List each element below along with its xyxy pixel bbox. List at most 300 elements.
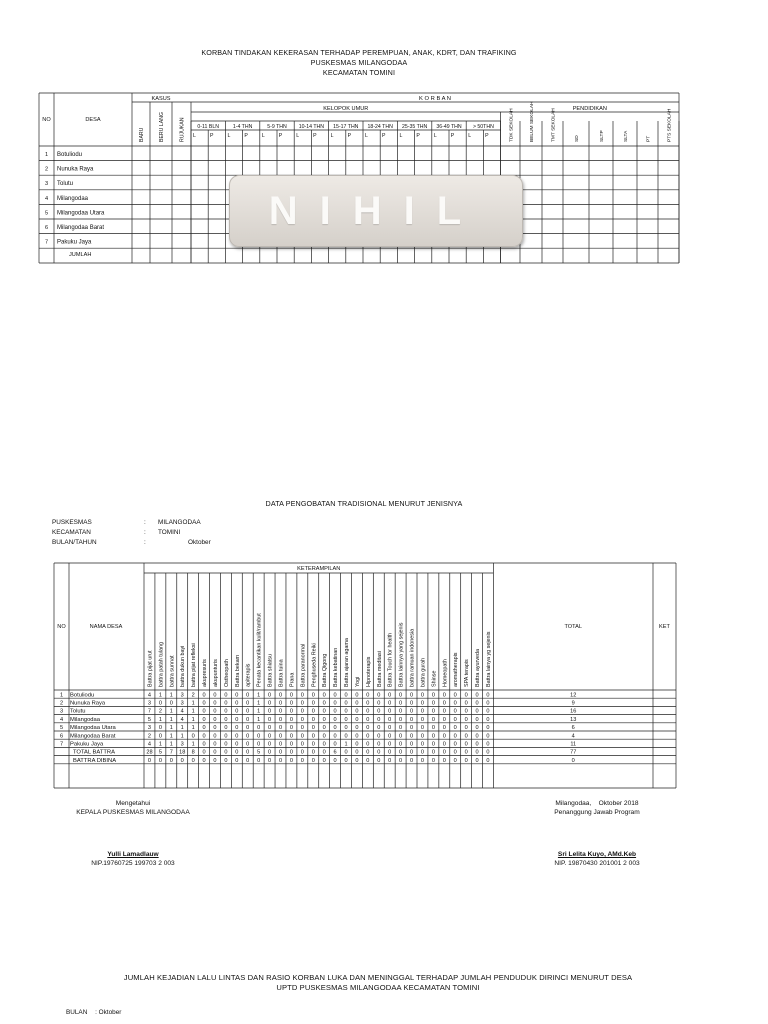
row-value: 0 bbox=[388, 716, 392, 723]
row-value: 0 bbox=[300, 725, 304, 732]
row-value: 0 bbox=[278, 708, 283, 715]
row-value: 0 bbox=[475, 725, 479, 732]
row-value: 0 bbox=[268, 725, 272, 732]
header-skill: Ostheopath bbox=[223, 659, 230, 687]
row-value: 0 bbox=[289, 733, 293, 740]
row-value: 0 bbox=[431, 741, 435, 748]
row-value: 1 bbox=[257, 700, 261, 707]
row-total: 9 bbox=[571, 700, 575, 707]
header-total: TOTAL bbox=[564, 624, 582, 630]
header-edu-col: TMT SEKOLAH bbox=[551, 108, 557, 142]
row-value: 0 bbox=[409, 749, 414, 756]
row-value: 0 bbox=[213, 757, 217, 764]
row-value: 0 bbox=[399, 716, 403, 723]
row-value: 0 bbox=[322, 692, 326, 699]
info-value: TOMINI bbox=[158, 529, 181, 536]
row-value: 0 bbox=[213, 741, 217, 748]
row-value: 0 bbox=[333, 741, 337, 748]
row-value: 0 bbox=[420, 716, 425, 723]
violence-title-line: KORBAN TINDAKAN KEKERASAN TERHADAP PEREMPUAN, ANAK, KDRT, DAN TRAFIKING bbox=[201, 48, 517, 57]
row-value: 0 bbox=[213, 725, 217, 732]
row-value: 0 bbox=[420, 757, 425, 764]
row-no: 7 bbox=[59, 741, 64, 748]
row-value: 0 bbox=[409, 716, 414, 723]
row-value: 0 bbox=[377, 725, 381, 732]
header-edu-col: TDK SEKOLAH bbox=[509, 108, 515, 142]
row-value: 0 bbox=[475, 716, 479, 723]
row-value: 0 bbox=[355, 692, 359, 699]
row-value: 0 bbox=[169, 757, 173, 764]
row-value: 0 bbox=[235, 749, 239, 756]
row-value: 0 bbox=[409, 757, 414, 764]
sig-right-name: Sri Lelita Kuyo, AMd.Keb bbox=[557, 851, 637, 858]
row-value: 4 bbox=[180, 716, 184, 723]
row-value: 0 bbox=[409, 700, 414, 707]
info-label: PUSKESMAS bbox=[52, 519, 92, 526]
row-value: 0 bbox=[289, 716, 293, 723]
row-value: 0 bbox=[289, 749, 293, 756]
row-value: 0 bbox=[464, 749, 468, 756]
row-value: 0 bbox=[268, 708, 272, 715]
row-value: 0 bbox=[311, 733, 315, 740]
row-value: 0 bbox=[311, 716, 315, 723]
row-value: 1 bbox=[158, 716, 162, 723]
row-value: 0 bbox=[453, 741, 457, 748]
info-label: KECAMATAN bbox=[52, 529, 91, 536]
row-value: 0 bbox=[377, 741, 381, 748]
row-value: 0 bbox=[355, 757, 359, 764]
row-value: 0 bbox=[289, 700, 293, 707]
row-value: 0 bbox=[191, 733, 195, 740]
header-skill: Battra pijat urut bbox=[147, 650, 154, 687]
row-value: 0 bbox=[300, 700, 304, 707]
row-value: 2 bbox=[158, 708, 162, 715]
row-value: 0 bbox=[213, 708, 217, 715]
row-value: 0 bbox=[300, 741, 304, 748]
row-value: 0 bbox=[344, 725, 348, 732]
row-value: 1 bbox=[158, 692, 162, 699]
row-value: 0 bbox=[453, 749, 457, 756]
row-value: 1 bbox=[169, 733, 173, 740]
row-value: 0 bbox=[486, 692, 490, 699]
header-sex: L bbox=[261, 133, 265, 139]
row-value: 0 bbox=[388, 741, 392, 748]
row-value: 0 bbox=[442, 725, 446, 732]
header-skill: SPA terapis bbox=[464, 659, 471, 687]
row-name: Botuliodu bbox=[70, 692, 95, 699]
header-sex: P bbox=[416, 133, 420, 139]
row-value: 0 bbox=[158, 757, 162, 764]
row-value: 0 bbox=[464, 692, 468, 699]
row-value: 0 bbox=[355, 733, 359, 740]
row-name: Pakuku Jaya bbox=[70, 741, 104, 748]
sig-right-dateline bbox=[522, 799, 672, 808]
header-skill: Battra Qigong bbox=[322, 653, 329, 687]
header-sex: L bbox=[433, 133, 437, 139]
header-skill: Battra tuina bbox=[278, 659, 285, 687]
header-skill: apiterapis bbox=[245, 663, 252, 687]
header-age-group: KELOPOK UMUR bbox=[323, 106, 369, 112]
row-value: 0 bbox=[202, 741, 206, 748]
row-value: 18 bbox=[179, 749, 186, 756]
row-value: 0 bbox=[224, 733, 228, 740]
row-value: 0 bbox=[289, 757, 293, 764]
row-value: 0 bbox=[268, 741, 272, 748]
row-desa: Tolutu bbox=[57, 181, 74, 188]
header-sex: P bbox=[244, 133, 248, 139]
header-keterampilan: KETERAMPILAN bbox=[297, 566, 341, 572]
row-value: 0 bbox=[409, 725, 414, 732]
header-skill: battra ramuan indonesia bbox=[409, 628, 416, 687]
header-sex: P bbox=[485, 133, 489, 139]
row-value: 0 bbox=[355, 716, 359, 723]
row-no: 4 bbox=[59, 716, 64, 723]
header-desa: DESA bbox=[85, 117, 101, 123]
header-sex: L bbox=[296, 133, 300, 139]
row-name: Milangodaa bbox=[70, 716, 100, 723]
header-skill: Battra ayurveda bbox=[475, 648, 482, 687]
header-skill: Penghuseda Reiki bbox=[311, 643, 318, 687]
traffic-title bbox=[0, 973, 756, 993]
row-value: 0 bbox=[442, 716, 446, 723]
row-value: 0 bbox=[213, 700, 217, 707]
row-value: 0 bbox=[431, 716, 435, 723]
sig-left-name: Yulli Lamadlauw bbox=[107, 851, 159, 858]
sig-left-nip: NIP.19760725 199703 2 003 bbox=[91, 860, 175, 867]
header-sex: L bbox=[193, 133, 196, 139]
row-value: 0 bbox=[235, 725, 239, 732]
header-skill: Battra shiatsu bbox=[267, 654, 274, 687]
header-age-col: 10-14 THN bbox=[298, 124, 325, 130]
row-value: 0 bbox=[442, 700, 446, 707]
row-value: 0 bbox=[486, 741, 490, 748]
row-value: 0 bbox=[464, 725, 468, 732]
row-value: 0 bbox=[344, 716, 348, 723]
header-skill: Battra Touch for health bbox=[387, 632, 394, 687]
row-value: 0 bbox=[257, 741, 261, 748]
row-value: 0 bbox=[453, 733, 457, 740]
row-value: 1 bbox=[158, 741, 162, 748]
row-value: 0 bbox=[366, 700, 370, 707]
header-age-col: 5-9 THN bbox=[267, 124, 287, 130]
info-sep: : bbox=[144, 529, 146, 536]
row-value: 0 bbox=[355, 741, 359, 748]
row-value: 0 bbox=[289, 741, 293, 748]
row-no: 6 bbox=[59, 733, 64, 740]
row-value: 0 bbox=[202, 700, 206, 707]
header-age-col: 18-24 THN bbox=[367, 124, 393, 130]
header-age-col: 1-4 THN bbox=[232, 124, 253, 130]
signature-right bbox=[522, 799, 672, 868]
row-value: 0 bbox=[420, 725, 425, 732]
row-value: 0 bbox=[344, 708, 348, 715]
header-case-col: RUJUKAN bbox=[179, 117, 186, 142]
row-value: 0 bbox=[420, 733, 425, 740]
row-value: 0 bbox=[224, 757, 228, 764]
header-skill: Hipnoterapis bbox=[365, 656, 372, 687]
row-value: 3 bbox=[147, 700, 152, 707]
row-value: 0 bbox=[409, 692, 414, 699]
row-no: 2 bbox=[44, 166, 49, 173]
row-value: 0 bbox=[453, 757, 457, 764]
row-value: 2 bbox=[191, 692, 195, 699]
row-value: 0 bbox=[399, 692, 403, 699]
traditional-title: DATA PENGOBATAN TRADISIONAL MENURUT JENISNYA bbox=[265, 499, 463, 508]
header-age-col: > 50THN bbox=[472, 124, 494, 130]
row-value: 0 bbox=[399, 708, 403, 715]
row-value: 0 bbox=[420, 749, 425, 756]
row-value: 1 bbox=[169, 692, 173, 699]
row-value: 0 bbox=[147, 757, 152, 764]
row-value: 1 bbox=[191, 708, 195, 715]
row-value: 0 bbox=[431, 757, 435, 764]
row-value: 0 bbox=[235, 757, 239, 764]
row-value: 1 bbox=[180, 733, 184, 740]
header-sex: P bbox=[347, 133, 352, 139]
traffic-month bbox=[66, 1008, 121, 1017]
row-value: 0 bbox=[475, 700, 479, 707]
header-case-col: BERU LANG bbox=[159, 112, 165, 142]
row-value: 0 bbox=[486, 733, 490, 740]
traffic-title-line: JUMLAH KEJADIAN LALU LINTAS DAN RASIO KORBAN LUKA DAN MENINGGAL TERHADAP JUMLAH PENDUDUK DIRINCI MENURUT DESA bbox=[123, 973, 633, 982]
row-no: 5 bbox=[44, 210, 49, 217]
row-value: 0 bbox=[158, 700, 162, 707]
row-no: 3 bbox=[59, 708, 64, 715]
row-value: 0 bbox=[399, 700, 403, 707]
row-value: 0 bbox=[311, 757, 315, 764]
row-value: 0 bbox=[213, 733, 217, 740]
row-value: 1 bbox=[191, 725, 195, 732]
sig-left-line2: KEPALA PUSKESMAS MILANGODAA bbox=[76, 809, 190, 816]
row-value: 0 bbox=[431, 725, 435, 732]
header-sex: L bbox=[330, 133, 334, 139]
header-skill: Homeopath bbox=[442, 659, 449, 687]
row-value: 0 bbox=[268, 700, 272, 707]
row-value: 0 bbox=[409, 733, 414, 740]
row-value: 0 bbox=[431, 692, 435, 699]
row-value: 0 bbox=[191, 757, 195, 764]
row-value: 0 bbox=[235, 700, 239, 707]
row-value: 0 bbox=[311, 741, 315, 748]
row-value: 0 bbox=[278, 749, 283, 756]
row-value: 0 bbox=[366, 716, 370, 723]
row-value: 0 bbox=[475, 741, 479, 748]
sig-right-place: Milangodaa, bbox=[555, 800, 592, 807]
row-value: 0 bbox=[246, 708, 250, 715]
row-value: 0 bbox=[377, 692, 381, 699]
row-total: 12 bbox=[570, 692, 577, 699]
row-value: 1 bbox=[257, 692, 261, 699]
row-value: 0 bbox=[202, 716, 206, 723]
header-age-col: 36-49 THN bbox=[436, 124, 462, 130]
row-value: 1 bbox=[191, 741, 195, 748]
row-value: 0 bbox=[420, 708, 425, 715]
row-value: 0 bbox=[388, 708, 392, 715]
row-value: 0 bbox=[278, 741, 283, 748]
header-edu-col: SLTA bbox=[624, 130, 629, 142]
row-value: 0 bbox=[202, 725, 206, 732]
row-value: 0 bbox=[486, 700, 490, 707]
row-value: 0 bbox=[300, 692, 304, 699]
row-value: 0 bbox=[377, 733, 381, 740]
row-value: 0 bbox=[224, 692, 228, 699]
header-skill: Battra ajaran agama bbox=[344, 638, 351, 687]
row-value: 0 bbox=[431, 749, 435, 756]
header-sex: L bbox=[468, 133, 472, 139]
row-value: 0 bbox=[322, 741, 326, 748]
row-value: 0 bbox=[322, 716, 326, 723]
row-value: 0 bbox=[453, 700, 457, 707]
row-value: 0 bbox=[300, 757, 304, 764]
row-value: 0 bbox=[202, 708, 206, 715]
row-value: 0 bbox=[453, 708, 457, 715]
row-value: 3 bbox=[180, 741, 184, 748]
row-value: 0 bbox=[289, 708, 293, 715]
row-value: 0 bbox=[180, 757, 184, 764]
row-no: 5 bbox=[59, 725, 64, 732]
row-value: 0 bbox=[442, 749, 446, 756]
row-value: 0 bbox=[311, 749, 315, 756]
row-value: 0 bbox=[257, 725, 261, 732]
row-value: 0 bbox=[388, 749, 392, 756]
info-sep: : bbox=[144, 539, 146, 546]
row-name: Nunuka Raya bbox=[70, 700, 106, 707]
row-value: 0 bbox=[453, 692, 457, 699]
header-skill: akupunturis bbox=[212, 659, 219, 687]
row-no: 3 bbox=[44, 181, 49, 188]
sig-left-line1: Mengetahui bbox=[115, 800, 151, 807]
row-value: 0 bbox=[486, 757, 490, 764]
row-name: BATTRA DIBINA bbox=[73, 757, 117, 764]
traffic-month-label: BULAN bbox=[66, 1009, 88, 1016]
sig-right-nip: NIP. 19870430 201001 2 003 bbox=[554, 860, 640, 867]
row-value: 0 bbox=[213, 692, 217, 699]
traffic-title-line: UPTD PUSKESMAS MILANGODAA KECAMATAN TOMINI bbox=[276, 983, 480, 992]
row-value: 0 bbox=[366, 733, 370, 740]
row-value: 0 bbox=[475, 733, 479, 740]
row-no: 1 bbox=[59, 692, 64, 699]
row-value: 1 bbox=[344, 741, 348, 748]
row-value: 0 bbox=[486, 716, 490, 723]
row-value: 0 bbox=[246, 757, 250, 764]
row-value: 0 bbox=[300, 716, 304, 723]
row-value: 0 bbox=[235, 692, 239, 699]
row-desa: Pakuku Jaya bbox=[57, 239, 92, 246]
row-value: 0 bbox=[322, 700, 326, 707]
row-no: 6 bbox=[44, 225, 49, 231]
row-value: 0 bbox=[442, 733, 446, 740]
violence-title-line: PUSKESMAS MILANGODAA bbox=[310, 58, 408, 67]
row-value: 0 bbox=[202, 749, 206, 756]
row-value: 0 bbox=[366, 725, 370, 732]
row-value: 0 bbox=[289, 692, 293, 699]
row-value: 0 bbox=[377, 700, 381, 707]
row-value: 0 bbox=[486, 725, 490, 732]
row-value: 5 bbox=[158, 749, 162, 756]
row-value: 0 bbox=[420, 692, 425, 699]
row-value: 0 bbox=[366, 692, 370, 699]
row-value: 0 bbox=[388, 733, 392, 740]
header-skill: battra gurah bbox=[420, 657, 427, 687]
row-value: 1 bbox=[191, 700, 195, 707]
header-skill: battra pijat refleksi bbox=[191, 643, 198, 687]
row-value: 0 bbox=[344, 749, 348, 756]
header-skill: battra sunnat bbox=[169, 655, 176, 687]
header-skill: Yogi bbox=[354, 676, 361, 687]
row-value: 0 bbox=[213, 716, 217, 723]
row-value: 0 bbox=[399, 741, 403, 748]
header-edu-col: SLTP bbox=[600, 130, 605, 142]
row-value: 0 bbox=[322, 725, 326, 732]
row-no: 1 bbox=[44, 152, 49, 158]
row-value: 0 bbox=[399, 725, 403, 732]
header-sex: L bbox=[399, 133, 403, 139]
row-value: 1 bbox=[257, 716, 261, 723]
row-value: 1 bbox=[169, 708, 173, 715]
row-value: 0 bbox=[333, 725, 337, 732]
row-value: 1 bbox=[169, 716, 173, 723]
row-value: 0 bbox=[344, 757, 348, 764]
row-value: 0 bbox=[278, 716, 283, 723]
row-value: 0 bbox=[464, 733, 468, 740]
row-name: Milangodaa Utara bbox=[70, 725, 116, 732]
row-value: 0 bbox=[464, 708, 468, 715]
row-value: 0 bbox=[344, 700, 348, 707]
row-value: 0 bbox=[278, 692, 283, 699]
row-value: 0 bbox=[475, 757, 479, 764]
row-value: 0 bbox=[333, 708, 337, 715]
row-value: 0 bbox=[377, 708, 381, 715]
info-value: Oktober bbox=[188, 539, 211, 546]
header-sex: L bbox=[227, 133, 231, 139]
row-value: 3 bbox=[180, 692, 184, 699]
header-sex: P bbox=[313, 133, 317, 139]
row-desa: Milangodaa Barat bbox=[57, 225, 105, 231]
row-value: 0 bbox=[388, 700, 392, 707]
row-value: 0 bbox=[366, 741, 370, 748]
row-value: 0 bbox=[464, 716, 468, 723]
row-value: 0 bbox=[355, 725, 359, 732]
row-value: 0 bbox=[311, 692, 315, 699]
row-value: 1 bbox=[257, 708, 261, 715]
row-total: 0 bbox=[571, 757, 575, 764]
row-total: 6 bbox=[571, 725, 575, 732]
row-desa: Nunuka Raya bbox=[57, 166, 94, 173]
row-value: 0 bbox=[224, 741, 228, 748]
row-value: 1 bbox=[191, 716, 195, 723]
header-kasus: KASUS bbox=[151, 96, 171, 102]
row-value: 0 bbox=[388, 692, 392, 699]
row-value: 0 bbox=[202, 692, 206, 699]
row-value: 0 bbox=[246, 700, 250, 707]
header-case-col: BARU bbox=[139, 127, 145, 142]
row-value: 0 bbox=[246, 733, 250, 740]
row-value: 0 bbox=[311, 700, 315, 707]
nihil-text: NIHIL bbox=[268, 189, 484, 233]
row-value: 0 bbox=[333, 692, 337, 699]
row-value: 0 bbox=[322, 749, 326, 756]
header-skill: battra patah tulang bbox=[158, 642, 165, 687]
header-edu-col: BELUM SEKOLAH bbox=[530, 101, 535, 142]
row-value: 0 bbox=[224, 716, 228, 723]
header-no: NO bbox=[42, 117, 51, 123]
row-value: 0 bbox=[344, 692, 348, 699]
row-no: 2 bbox=[59, 700, 64, 707]
row-value: 0 bbox=[333, 700, 337, 707]
row-no: 7 bbox=[44, 239, 49, 246]
row-value: 0 bbox=[442, 741, 446, 748]
row-value: 0 bbox=[235, 733, 239, 740]
